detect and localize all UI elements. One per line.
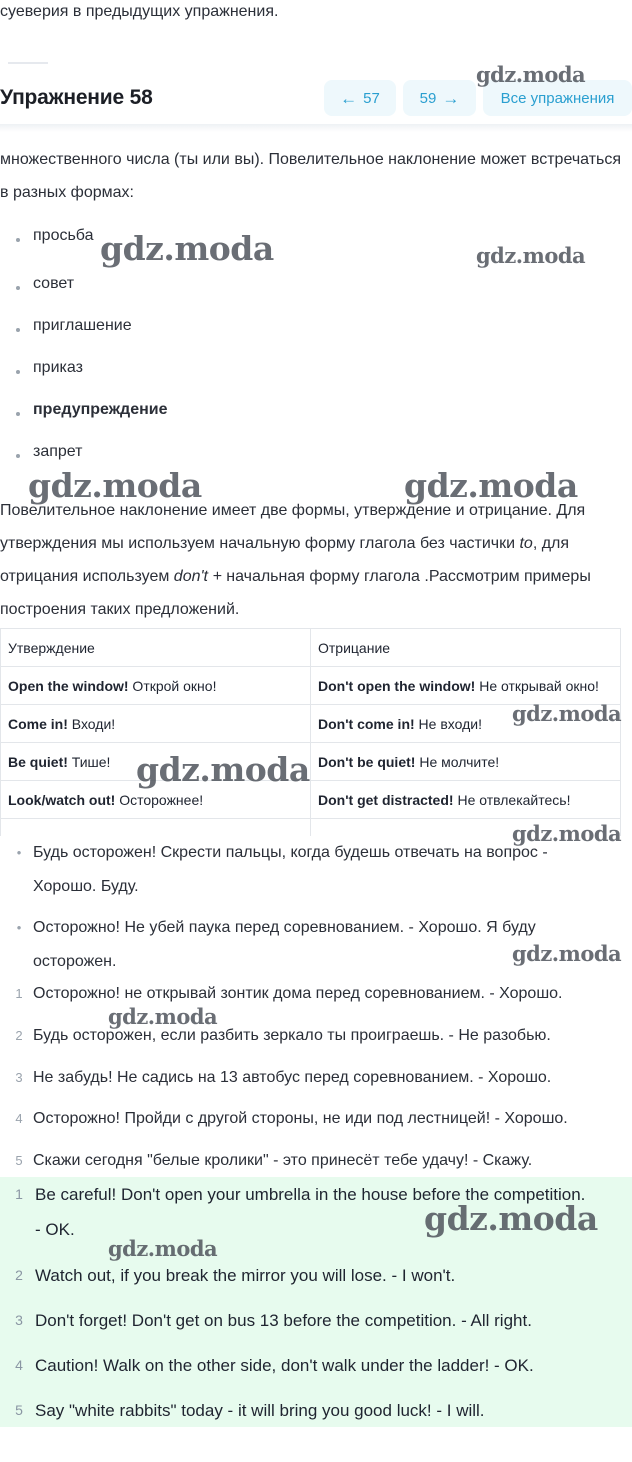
next-exercise-button[interactable] bbox=[403, 80, 476, 116]
arrow-left-icon: ← bbox=[340, 88, 358, 108]
watermark-logo: gdz.moda bbox=[476, 62, 586, 87]
next-exercise-label: 59 bbox=[419, 89, 437, 107]
watermark-logo: gdz.moda bbox=[28, 466, 202, 505]
answer-box: 1 Be careful! Don't open your umbrella in the house before the competition. - OK. 2 Watch out, if you break the mirror you will lose. - I won't. 3 Don't forget! Don't get on bus 13 before the competition. - All right. 4 Caution! Walk on the other side, don't walk under the ladder! - OK. 5 Say "white rabbits" today - it will bring you good luck! - I will. bbox=[0, 1177, 632, 1427]
bullet-dot-icon bbox=[16, 238, 20, 242]
header-shadow bbox=[0, 124, 632, 132]
examples-table bbox=[0, 628, 622, 836]
watermark-logo: gdz.moda bbox=[424, 1199, 598, 1238]
bullet-dot-icon bbox=[16, 328, 20, 332]
table-row: Open the window! Открой окно! Don't open the window! Не открывай окно! bbox=[1, 667, 621, 705]
prev-exercise-button[interactable] bbox=[324, 80, 396, 116]
arrow-right-icon: → bbox=[442, 88, 460, 108]
table-row: Come in! Входи! Don't come in! Не входи! bbox=[1, 705, 621, 743]
table-row: Look/watch out! Осторожнее! Don't get distracted! Не отвлекайтесь! bbox=[1, 781, 621, 819]
watermark-logo: gdz.moda bbox=[108, 1004, 218, 1029]
bullet-dot-icon bbox=[16, 412, 20, 416]
watermark-logo: gdz.moda bbox=[136, 750, 310, 789]
watermark-logo: gdz.moda bbox=[404, 466, 578, 505]
prev-exercise-label: 57 bbox=[363, 89, 380, 107]
watermark-logo: gdz.moda bbox=[108, 1236, 218, 1261]
bullet-dot-icon: • bbox=[16, 920, 22, 935]
theory-paragraph: множественного числа (ты или вы). Повелительное наклонение может встречаться в разных формах: bbox=[0, 151, 622, 201]
bullet-dot-icon bbox=[16, 454, 20, 458]
column-header: Утверждение bbox=[1, 629, 311, 667]
watermark-logo: gdz.moda bbox=[512, 941, 622, 966]
intro-text: суеверия в предыдущих упражнения. bbox=[0, 3, 279, 20]
table-row: Be quiet! Тише! Don't be quiet! Не молчите! bbox=[1, 743, 621, 781]
watermark-logo: gdz.moda bbox=[512, 701, 622, 726]
bullet-dot-icon bbox=[16, 370, 20, 374]
bullet-dot-icon: • bbox=[16, 845, 22, 860]
divider bbox=[8, 62, 48, 64]
watermark-logo: gdz.moda bbox=[100, 229, 274, 268]
all-exercises-button[interactable]: Все упражнения bbox=[483, 80, 632, 116]
watermark-logo: gdz.moda bbox=[512, 821, 622, 846]
bullet-dot-icon bbox=[16, 286, 20, 290]
watermark-logo: gdz.moda bbox=[476, 243, 586, 268]
theory-paragraph-2: Повелительное наклонение имеет две формы, утверждение и отрицание. Для утверждения мы используем начальную форму глагола без частички to, для отрицания используем don't + начальная форму глагола .Рассмотрим примеры построения таких предложений. bbox=[0, 502, 591, 618]
column-header: Отрицание bbox=[311, 629, 621, 667]
page-title: Упражнение 58 bbox=[0, 86, 153, 109]
table-header-row bbox=[1, 629, 621, 667]
